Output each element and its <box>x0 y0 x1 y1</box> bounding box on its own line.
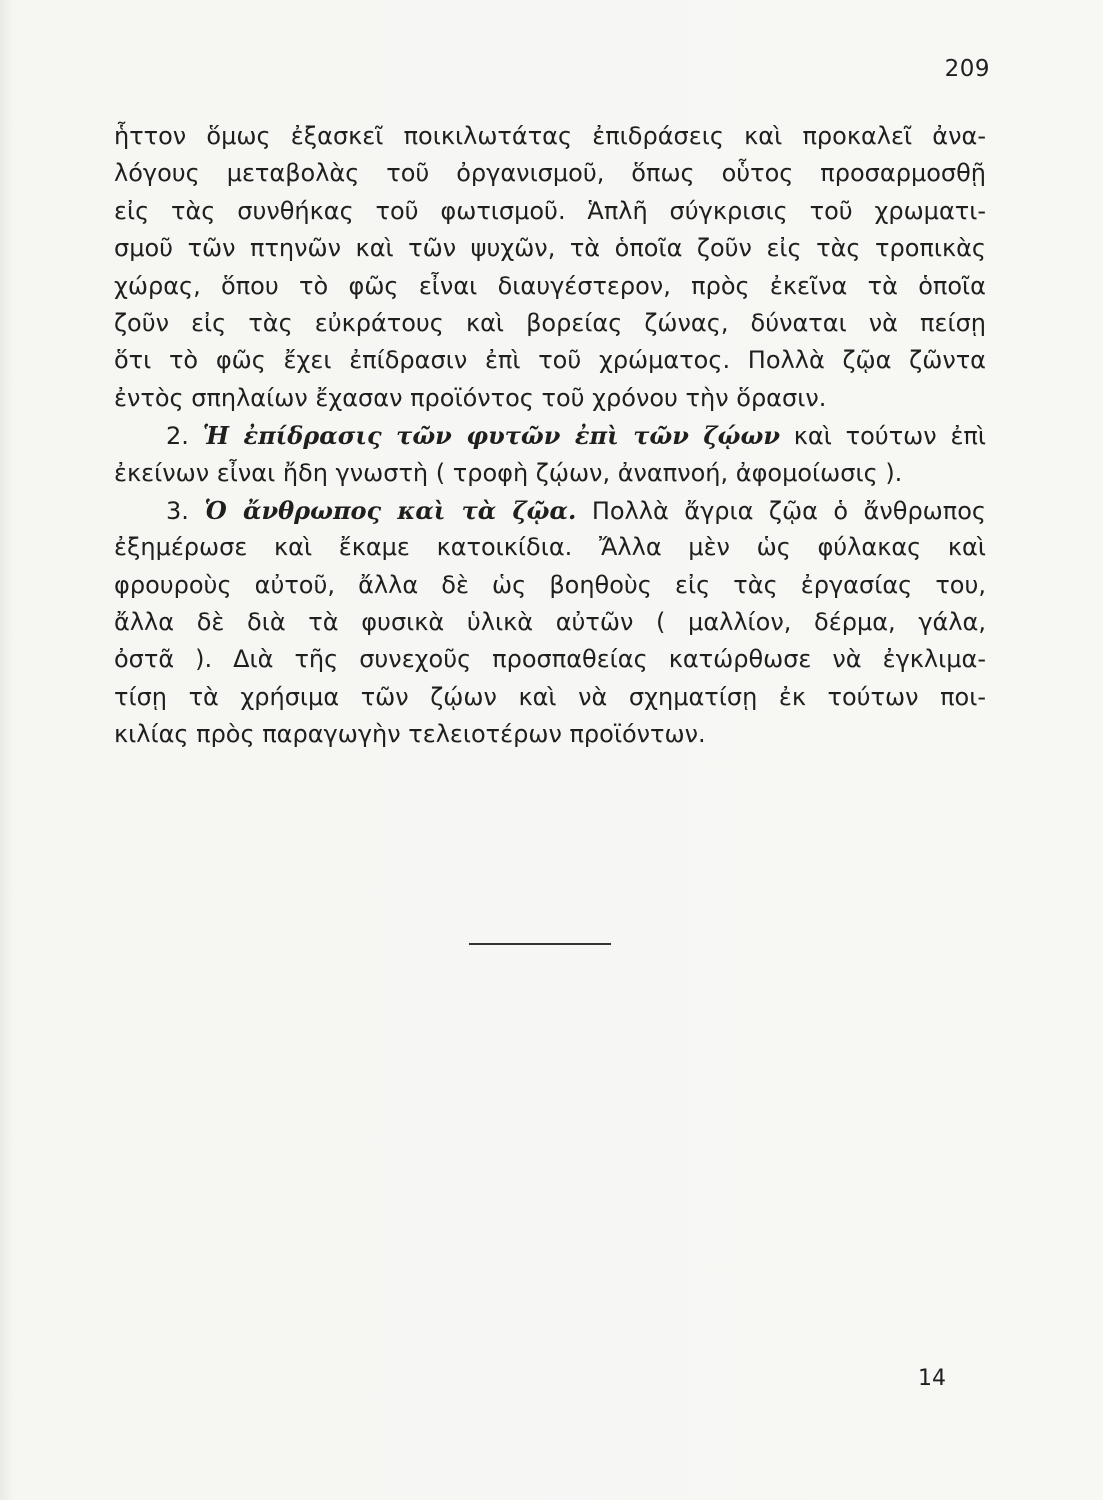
section-2-number: 2. <box>166 422 189 451</box>
section-3-title: Ὁ ἄνθρωπος καὶ τὰ ζῷα. <box>204 495 577 525</box>
text-line: ζοῦν εἰς τὰς εὐκράτους καὶ βορείας ζώνας, δύναται νὰ πείσῃ <box>114 308 986 337</box>
text-line: ἐντὸς σπηλαίων ἔχασαν προϊόντος τοῦ χρόνου τὴν ὅρασιν. <box>114 383 827 412</box>
section-3-heading-line <box>114 492 986 529</box>
section-3-text: Πολλὰ ἄγρια ζῷα ὁ ἄνθρωπος <box>591 496 986 525</box>
printer-signature: 14 <box>918 1366 946 1391</box>
text-line: χώρας, ὅπου τὸ φῶς εἶναι διαυγέστερον, πρὸς ἐκεῖνα τὰ ὁποῖα <box>114 271 986 300</box>
text-line: ἐξημέρωσε καὶ ἔκαμε κατοικίδια. Ἄλλα μὲν ὡς φύλακας καὶ <box>114 533 986 562</box>
section-2-title: Ἡ ἐπίδρασις τῶν φυτῶν ἐπὶ τῶν ζῴων <box>202 421 780 451</box>
section-3-number: 3. <box>166 496 189 525</box>
text-line: τίσῃ τὰ χρήσιμα τῶν ζῴων καὶ νὰ σχηματίσῃ ἐκ τούτων ποι- <box>114 682 986 711</box>
text-line: κιλίας πρὸς παραγωγὴν τελειοτέρων προϊόντων. <box>114 720 706 749</box>
text-line: σμοῦ τῶν πτηνῶν καὶ τῶν ψυχῶν, τὰ ὁποῖα ζοῦν εἰς τὰς τροπικὰς <box>114 234 986 263</box>
section-2-heading-line <box>114 417 986 454</box>
text-line: ἄλλα δὲ διὰ τὰ φυσικὰ ὑλικὰ αὐτῶν ( μαλλίον, δέρμα, γάλα, <box>114 608 986 637</box>
section-2-text: καὶ τούτων ἐπὶ <box>793 422 986 451</box>
text-line: ὅτι τὸ φῶς ἔχει ἐπίδρασιν ἐπὶ τοῦ χρώματος. Πολλὰ ζῷα ζῶντα <box>114 346 986 375</box>
chapter-end-rule <box>469 943 611 945</box>
text-line: ὀστᾶ ). Διὰ τῆς συνεχοῦς προσπαθείας κατώρθωσε νὰ ἐγκλιμα- <box>114 645 986 674</box>
text-line: λόγους μεταβολὰς τοῦ ὀργανισμοῦ, ὅπως οὗτος προσαρμοσθῇ <box>114 159 986 188</box>
text-line: ἐκείνων εἶναι ἤδη γνωστὴ ( τροφὴ ζῴων, ἀναπνοή, ἀφομοίωσις ). <box>114 458 903 487</box>
body-text <box>114 118 986 754</box>
text-line: φρουροὺς αὐτοῦ, ἄλλα δὲ ὡς βοηθοὺς εἰς τὰς ἐργασίας του, <box>114 570 986 599</box>
text-line: ἧττον ὅμως ἐξασκεῖ ποικιλωτάτας ἐπιδράσεις καὶ προκαλεῖ ἀνα- <box>114 122 986 150</box>
page-number: 209 <box>944 56 990 82</box>
text-line: εἰς τὰς συνθήκας τοῦ φωτισμοῦ. Ἁπλῆ σύγκρισις τοῦ χρωματι- <box>114 196 986 225</box>
